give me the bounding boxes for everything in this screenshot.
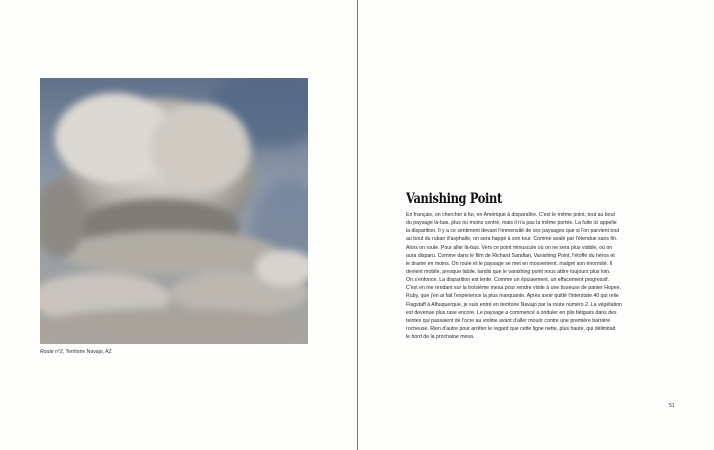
body-line: devient mobile, presque labile, tandis que le vanishing point nous attire toujours plus loin. bbox=[406, 268, 611, 275]
body-line: En français, on chercher à fur, en Amérique à disparaître. C'est le même point, tout au bout bbox=[406, 212, 615, 218]
book-gutter bbox=[357, 0, 358, 450]
article-body bbox=[406, 211, 676, 341]
cloud-photograph bbox=[40, 78, 308, 344]
body-line: C'est en me rendant sur la troisième mesa pour rendre visite à une tisseuse de panier Hopee, bbox=[406, 285, 621, 292]
article-title: Vanishing Point bbox=[406, 191, 502, 207]
body-line: le bord de la prochaine mesa. bbox=[406, 334, 475, 341]
body-line: Ruby, que j'en ai fait l'expérience la plus marquante. Après avoir quitté l'interstate 40 qui relie bbox=[406, 293, 619, 300]
body-line: la disparition. Il y a ce sentiment devant l'immensité de ces paysages que si l'on parvient tout bbox=[406, 228, 620, 235]
body-line: On s'enfonce. La disparition est lente. Comme un épuisement, un effacement progressif. bbox=[406, 277, 610, 284]
caption-title: Route n°2 bbox=[40, 349, 63, 355]
body-line: Alors on roule. Pour aller là-bas. Vers ce point minuscule où on ne sera plus visible, où on bbox=[406, 244, 613, 251]
page-number: 51 bbox=[669, 403, 675, 409]
caption-place: , Territoire Navajo, AZ bbox=[62, 349, 112, 355]
body-line: teintes qui passaient de l'ocre au violine avant d'aller mourir contre une première barrière bbox=[406, 317, 611, 324]
body-line: le drame en moins. On roule et le paysage se met en mouvement, malgré son énormité. Il bbox=[406, 260, 613, 267]
body-line: au bout du ruban d'asphalte, on sera happé à son tour. Comme avalé par l'étendue sans fin. bbox=[406, 236, 618, 243]
body-line: Flagstaff à Albuquerque, je suis entré en territoire Navajo par la route numéro 2. La végétation bbox=[406, 301, 622, 308]
body-line: est devenue plus rase encore. Le paysage a commencé à onduler en plis fatigués dans des bbox=[406, 309, 617, 316]
photo-caption bbox=[40, 349, 112, 356]
cloud-photo-art bbox=[40, 78, 308, 344]
body-line: du paysage là-bas, plus ou moins centré, mais il n'a pas la même portée. La fuite ici appelle bbox=[406, 220, 617, 227]
body-line: aura disparu. Comme dans le film de Richard Sarafian, Vanishing Point, l'étoffe du héros et bbox=[406, 252, 615, 259]
body-line: rocheuse. Rien d'autre pour arrêter le regard que cette ligne nette, plus haute, qui délimitait bbox=[406, 325, 616, 332]
